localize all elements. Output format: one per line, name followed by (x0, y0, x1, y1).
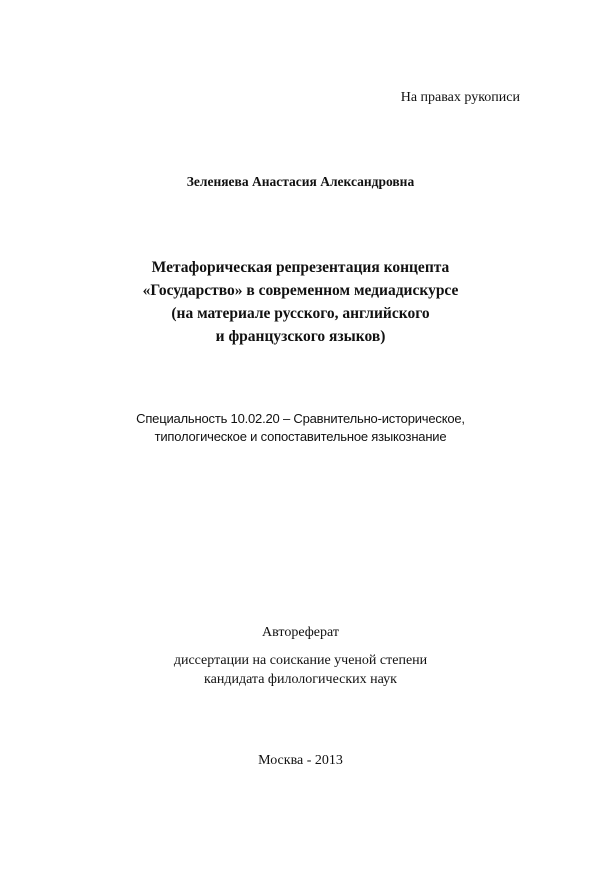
rights-note: На правах рукописи (400, 90, 520, 105)
degree-line: кандидата филологических наук (204, 672, 397, 687)
city-year: Москва - 2013 (258, 753, 343, 768)
degree-line: диссертации на соискание ученой степени (173, 653, 428, 668)
title-line: и французского языков) (215, 328, 386, 345)
title-line: (на материале русского, английского (171, 305, 430, 322)
dissertation-title (0, 256, 601, 348)
specialty-line: Специальность 10.02.20 – Сравнительно-историческое, (136, 411, 465, 426)
title-line: «Государство» в современном медиадискурсе (142, 282, 459, 299)
title-line: Метафорическая репрезентация концепта (151, 259, 450, 276)
author-name: Зеленяева Анастасия Александровна (186, 174, 415, 189)
dissertation-degree (0, 651, 601, 689)
document-type: Автореферат (262, 625, 339, 640)
specialty-line: типологическое и сопоставительное языкознание (154, 429, 447, 444)
specialty-block (0, 410, 601, 446)
